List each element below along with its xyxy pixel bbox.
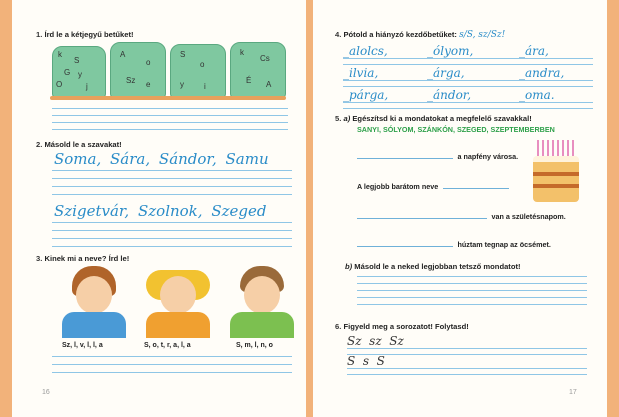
cactus-letter: A [266, 80, 272, 89]
series-row-2: S s S [347, 354, 385, 368]
sentence-text: húztam tegnap az öcsémet. [457, 240, 551, 249]
task-2-instruction [36, 140, 122, 149]
cactus-letter: o [146, 58, 151, 67]
task-4-hint: s/S, sz/Sz! [459, 30, 506, 40]
cactus-letter: S [180, 50, 186, 59]
task-1-text: Írd le a kétjegyű betűket! [44, 30, 134, 39]
cactus-2 [110, 42, 166, 98]
fill-word[interactable]: _andra, [519, 66, 565, 80]
sentence-3 [357, 206, 567, 220]
cactus-letter: Sz [126, 76, 136, 85]
sentence-blank[interactable] [357, 236, 453, 247]
word-row-2 [54, 202, 266, 220]
task-5-number: 5. [335, 114, 342, 123]
cactus-letter: j [86, 82, 88, 91]
word: Szigetvár, [54, 202, 130, 220]
right-page [313, 0, 607, 417]
task-6-instruction [335, 322, 469, 331]
cactus-letter: G [64, 68, 71, 77]
word-row-1 [54, 150, 269, 168]
cactus-letter: y [180, 80, 184, 89]
cactus-letter: i [204, 82, 206, 91]
kid-letters: Sz, l, v, l, l, a [62, 342, 103, 349]
task-6-text: Figyeld meg a sorozatot! Folytasd! [343, 322, 469, 331]
cactus-letter: e [146, 80, 151, 89]
kid-girl-illustration [138, 266, 218, 338]
fill-word[interactable]: _alolcs, [343, 44, 388, 58]
cactus-letter: É [246, 76, 252, 85]
kid-letters: S, m, l, n, o [236, 342, 273, 349]
page-number-left: 16 [42, 389, 50, 396]
cactus-letter: O [56, 80, 63, 89]
task-2-number: 2. [36, 140, 43, 149]
task-4-text: Pótold a hiányzó kezdőbetűket: [343, 30, 457, 39]
word: Soma, [54, 150, 102, 168]
word: Szolnok, [137, 202, 203, 220]
sentence-2 [357, 176, 557, 190]
cactus-letter: A [120, 50, 126, 59]
task-5-part-b: b) [345, 262, 353, 271]
cactus-letter: o [200, 60, 205, 69]
series-row-1: Sz sz Sz [347, 334, 404, 348]
sentence-text: A legjobb barátom neve [357, 182, 439, 191]
sentence-4 [357, 234, 577, 248]
task-3-writing-lines[interactable] [52, 356, 292, 372]
task-4-number: 4. [335, 30, 342, 39]
task-1-number: 1. [36, 30, 43, 39]
fill-word[interactable]: _oma. [519, 88, 555, 102]
fill-word[interactable]: _ára, [519, 44, 549, 58]
task-5-part-a: a) [343, 114, 351, 123]
cactus-3 [170, 44, 226, 98]
fill-word[interactable]: _ilvia, [343, 66, 379, 80]
fill-word[interactable]: _ándor, [427, 88, 472, 102]
word: Sára, [110, 150, 151, 168]
sentence-blank[interactable] [357, 148, 453, 159]
task-5-text: Egészítsd ki a mondatokat a megfelelő szavakkal! [352, 114, 532, 123]
task-3-instruction [36, 254, 129, 263]
kid-glasses-illustration [222, 266, 302, 338]
cactus-letter: k [58, 50, 62, 59]
task-2-text: Másold le a szavakat! [44, 140, 122, 149]
task-5b-writing-lines[interactable] [357, 276, 587, 304]
pot-shelf [50, 96, 286, 100]
task-5b-text: Másold le a neked legjobban tetsző mondatot! [354, 262, 521, 271]
sentence-text: a napfény városa. [457, 152, 519, 161]
page-number-right: 17 [569, 389, 577, 396]
task-1-writing-lines[interactable] [52, 108, 288, 130]
left-page [12, 0, 306, 417]
cactus-4 [230, 42, 286, 98]
task-6-number: 6. [335, 322, 342, 331]
task-2-writing-lines-1[interactable] [52, 170, 292, 194]
cactus-letter: Cs [260, 54, 270, 63]
word: Sándor, [158, 150, 217, 168]
task-1-instruction [36, 30, 134, 39]
task-5-word-bank: SANYI, SÓLYOM, SZÁNKÓN, SZEGED, SZEPTEMBERBEN [357, 125, 555, 134]
fill-word[interactable]: _ólyom, [427, 44, 474, 58]
task-5-instruction [335, 114, 532, 123]
cactus-letter: y [78, 70, 82, 79]
task-4-instruction [335, 30, 505, 40]
birthday-cake-icon [531, 140, 581, 200]
fill-word[interactable]: _árga, [427, 66, 465, 80]
cactus-illustration [50, 42, 290, 106]
sentence-text: van a születésnapom. [491, 212, 566, 221]
cactus-letter: k [240, 48, 244, 57]
sentence-blank[interactable] [357, 208, 487, 219]
fill-word[interactable]: _párga, [343, 88, 389, 102]
task-2-writing-lines-2[interactable] [52, 222, 292, 246]
kid-letters: S, o, t, r, a, l, a [144, 342, 191, 349]
task-3-text: Kinek mi a neve? Írd le! [44, 254, 130, 263]
kid-boy-illustration [54, 266, 134, 338]
cactus-letter: S [74, 56, 80, 65]
task-5b-instruction [345, 262, 521, 271]
word: Szeged [211, 202, 267, 220]
sentence-1 [357, 146, 557, 160]
sentence-blank[interactable] [443, 178, 509, 189]
task-6-writing-lines-2[interactable] [347, 368, 587, 374]
task-3-number: 3. [36, 254, 43, 263]
word: Samu [225, 150, 269, 168]
